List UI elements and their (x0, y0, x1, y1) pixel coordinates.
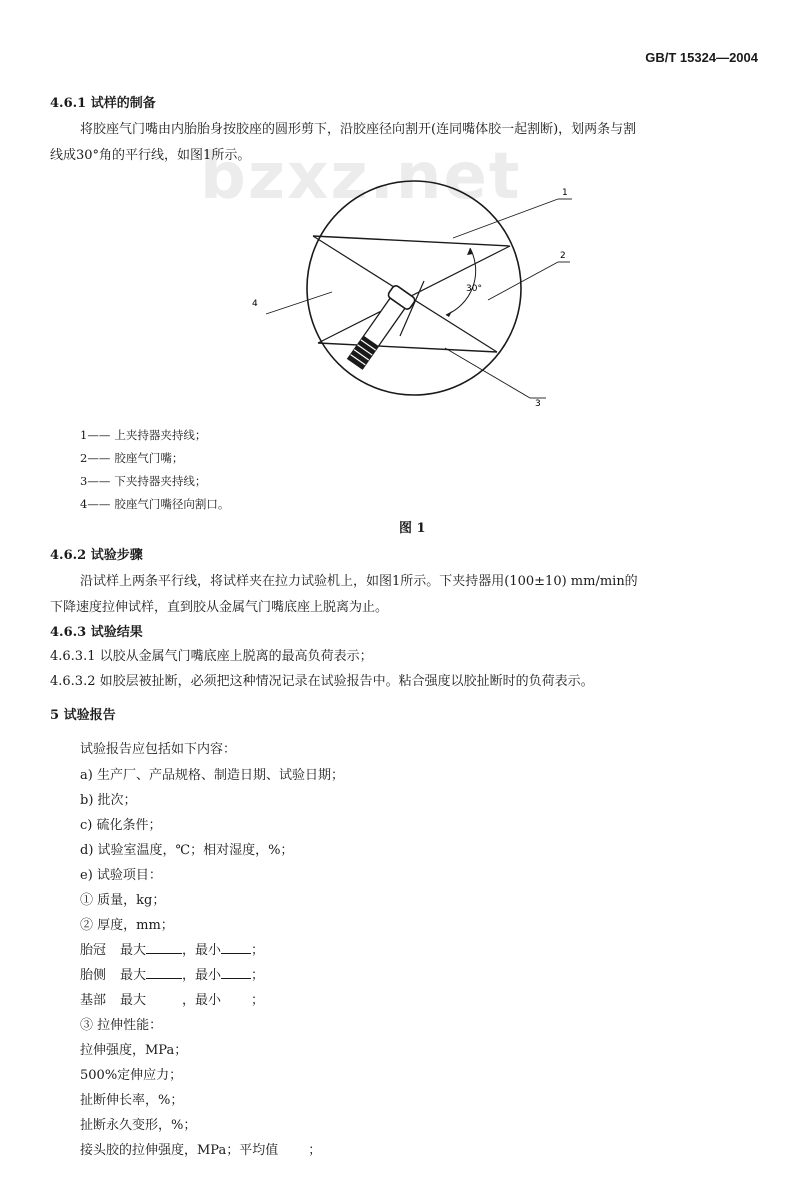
angle-arc (446, 248, 476, 315)
diagonal-line-left (318, 246, 510, 343)
callout-3: 3 (535, 399, 541, 409)
callout-1: 1 (562, 188, 568, 198)
figure-caption: 图 1 (399, 521, 426, 536)
section-4-6-2-heading: 4.6.2 试验步骤 (50, 548, 143, 563)
elongation-at-break: 扯断伸长率，%； (80, 1093, 184, 1108)
valve-stem (344, 284, 416, 371)
blank-field (278, 1141, 308, 1154)
legend-item-1: 1—— 上夹持器夹持线； (80, 428, 207, 442)
report-item-d: d) 试验室温度，℃；相对湿度，%； (80, 843, 294, 858)
section-4-6-2-line-1: 沿试样上两条平行线，将试样夹在拉力试验机上，如图1所示。下夹持器用(100±10) mm/min的 (80, 574, 638, 589)
thickness-row-base: 基部 最大 ，最小 ； (80, 993, 265, 1008)
report-sub-thickness: ② 厚度，mm； (80, 918, 174, 933)
legend-item-2: 2—— 胶座气门嘴； (80, 451, 184, 465)
legend-item-4: 4—— 胶座气门嘴径向割口。 (80, 497, 230, 511)
thickness-row-sidewall: 胎侧 最大 ，最小 ； (80, 968, 265, 983)
report-sub-mass: ① 质量，kg； (80, 893, 166, 908)
section-4-6-3-heading: 4.6.3 试验结果 (50, 625, 143, 640)
legend-item-3: 3—— 下夹持器夹持线； (80, 474, 207, 488)
report-item-b: b) 批次； (80, 793, 137, 808)
report-sub-tensile: ③ 拉伸性能： (80, 1018, 163, 1033)
section-4-6-3-2: 4.6.3.2 如胶层被扯断，必须把这种情况记录在试验报告中。粘合强度以胶扯断时的负荷表示。 (50, 674, 594, 689)
permanent-set: 扯断永久变形，%； (80, 1118, 197, 1133)
tensile-strength: 拉伸强度，MPa； (80, 1043, 188, 1058)
blank-field (221, 941, 251, 954)
callout-2: 2 (560, 251, 566, 261)
blank-field (146, 991, 182, 1004)
section-4-6-2-line-2: 下降速度拉伸试样，直到胶从金属气门嘴底座上脱离为止。 (50, 600, 389, 615)
section-5-heading: 5 试验报告 (50, 708, 116, 723)
specimen-circle (307, 181, 521, 395)
callout-4: 4 (252, 299, 258, 309)
joint-tensile-strength: 接头胶的拉伸强度，MPa；平均值 ； (80, 1143, 322, 1158)
section-4-6-1-line-2: 线成30°角的平行线，如图1所示。 (50, 148, 251, 163)
blank-field (221, 991, 251, 1004)
standard-number: GB/T 15324—2004 (645, 50, 758, 65)
lower-clamp-line (318, 343, 497, 352)
watermark: bzxz.net (200, 140, 522, 214)
blank-field (146, 966, 182, 979)
thickness-row-crown: 胎冠 最大 ，最小 ； (80, 943, 265, 958)
blank-field (221, 966, 251, 979)
section-4-6-1-heading: 4.6.1 试样的制备 (50, 96, 156, 111)
blank-field (146, 941, 182, 954)
angle-label: 30° (466, 284, 482, 294)
modulus-500: 500%定伸应力； (80, 1068, 183, 1083)
report-item-c: c) 硫化条件； (80, 818, 162, 833)
section-4-6-1-line-1: 将胶座气门嘴由内胎胎身按胶座的圆形剪下，沿胶座径向割开(连同嘴体胶一起割断)，划两条与割 (80, 122, 637, 137)
report-item-a: a) 生产厂、产品规格、制造日期、试验日期； (80, 768, 344, 783)
angle-arrow-bottom (446, 311, 452, 317)
section-4-6-3-1: 4.6.3.1 以胶从金属气门嘴底座上脱离的最高负荷表示； (50, 649, 373, 664)
report-item-e: e) 试验项目： (80, 868, 162, 883)
report-intro: 试验报告应包括如下内容： (80, 742, 237, 757)
upper-clamp-line (313, 236, 510, 246)
